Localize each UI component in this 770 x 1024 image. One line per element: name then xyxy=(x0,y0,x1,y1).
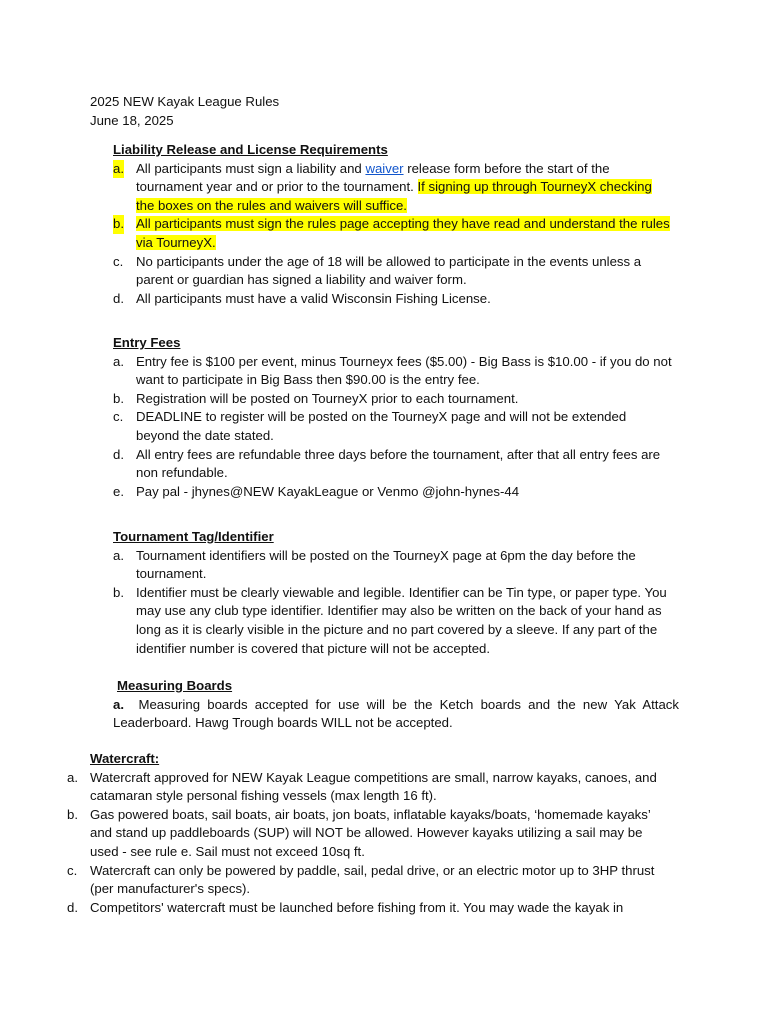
list-item xyxy=(113,408,673,445)
list-item-text: Measuring boards accepted for use will be the Ketch boards and the new Yak Attack Leaderboard. Hawg Trough boards WILL not be accepted. xyxy=(113,696,679,731)
liability-b-text: All participants must sign the rules page accepting they have read and understand the rules via TourneyX. xyxy=(136,216,670,250)
list-marker: a. xyxy=(67,769,78,785)
entry-fees-list xyxy=(113,353,673,502)
liability-d-text: All participants must have a valid Wisconsin Fishing License. xyxy=(136,290,491,306)
list-item xyxy=(113,584,673,658)
section-title-measuring-boards: Measuring Boards xyxy=(117,678,233,693)
waiver-link[interactable]: waiver xyxy=(365,160,404,176)
list-item-text: Identifier must be clearly viewable and legible. Identifier can be Tin type, or paper type. You may use any club type identifier. Identifier may also be written on the back of your hand as long as it is clearly visible in the picture and no part covered by a sleeve. If any part of the identifier number is covered that picture will not be accepted. xyxy=(136,584,667,656)
list-item xyxy=(113,390,673,409)
list-marker: c. xyxy=(67,862,78,878)
list-item-text: Watercraft can only be powered by paddle, sail, pedal drive, or an electric motor up to 3HP thrust (per manufacturer's specs). xyxy=(90,862,655,897)
list-marker: b. xyxy=(67,806,78,822)
list-item-text: Gas powered boats, sail boats, air boats, jon boats, inflatable kayaks/boats, ‘homemade kayaks’ and stand up paddleboards (SUP) will NOT be allowed. However kayaks utilizing a sail may be used - see rule e. Sail must not exceed 10sq ft. xyxy=(90,806,651,859)
list-item xyxy=(113,160,673,216)
list-item xyxy=(67,899,673,918)
document-header xyxy=(90,93,279,130)
document-title: 2025 NEW Kayak League Rules xyxy=(90,94,280,109)
list-item xyxy=(67,862,673,899)
list-item-text: All entry fees are refundable three days before the tournament, after that all entry fees are non refundable. xyxy=(136,446,661,481)
document-date: June 18, 2025 xyxy=(90,112,174,128)
section-entry-fees xyxy=(113,334,673,501)
list-marker: b. xyxy=(113,584,124,600)
measuring-boards-text xyxy=(113,696,679,733)
list-item-text: DEADLINE to register will be posted on the TourneyX page and will not be extended beyond the date stated. xyxy=(136,409,627,443)
list-marker: d. xyxy=(113,446,124,462)
list-marker: a. xyxy=(113,160,124,179)
liability-a-text-1: All participants must sign a liability and xyxy=(136,160,366,176)
liability-c-text: No participants under the age of 18 will be allowed to participate in the events unless a parent or guardian has signed a liability and waiver form. xyxy=(136,253,642,288)
list-marker: e. xyxy=(113,483,124,499)
section-watercraft xyxy=(67,750,673,917)
list-marker: d. xyxy=(113,290,124,306)
list-item-text: Registration will be posted on TourneyX prior to each tournament. xyxy=(136,390,519,406)
list-marker: b. xyxy=(113,390,124,406)
list-item-text: Tournament identifiers will be posted on the TourneyX page at 6pm the day before the tournament. xyxy=(136,547,636,582)
list-marker: b. xyxy=(113,215,124,234)
section-measuring-boards xyxy=(113,677,679,733)
list-marker: c. xyxy=(113,409,124,425)
list-item xyxy=(113,483,673,502)
list-item xyxy=(67,806,673,862)
liability-a-highlight: If signing up through TourneyX checking the boxes on the rules and waivers will suffice. xyxy=(136,179,652,213)
list-item-text: Competitors' watercraft must be launched before fishing from it. You may wade the kayak in xyxy=(90,899,624,915)
list-item xyxy=(113,446,673,483)
liability-a-text-2: release form before the start of the tournament year and or prior to the tournament. xyxy=(136,160,610,195)
list-item xyxy=(67,769,673,806)
list-item-text: Entry fee is $100 per event, minus Tourneyx fees ($5.00) - Big Bass is $10.00 - if you do not want to participate in Big Bass then $90.00 is the entry fee. xyxy=(136,353,672,388)
liability-list xyxy=(113,160,673,309)
list-item xyxy=(113,290,673,309)
section-title-watercraft: Watercraft: xyxy=(90,751,160,766)
list-marker: a. xyxy=(113,353,124,369)
list-marker: c. xyxy=(113,253,124,269)
list-item xyxy=(113,215,673,252)
list-item-text: Watercraft approved for NEW Kayak League competitions are small, narrow kayaks, canoes, and catamaran style personal fishing vessels (max length 16 ft). xyxy=(90,769,657,804)
list-item xyxy=(113,253,673,290)
watercraft-list xyxy=(67,769,673,918)
list-item xyxy=(113,547,673,584)
section-title-liability: Liability Release and License Requirements xyxy=(113,142,388,157)
tournament-tag-list xyxy=(113,547,673,659)
list-item xyxy=(113,353,673,390)
list-marker: a. xyxy=(113,696,124,712)
section-title-tournament-tag: Tournament Tag/Identifier xyxy=(113,529,274,544)
list-item-text: Pay pal - jhynes@NEW KayakLeague or Venmo @john-hynes-44 xyxy=(136,483,520,499)
list-marker: a. xyxy=(113,547,124,563)
section-tournament-tag xyxy=(113,528,673,658)
list-marker: d. xyxy=(67,899,78,915)
section-liability xyxy=(113,141,673,308)
section-title-entry-fees: Entry Fees xyxy=(113,335,181,350)
